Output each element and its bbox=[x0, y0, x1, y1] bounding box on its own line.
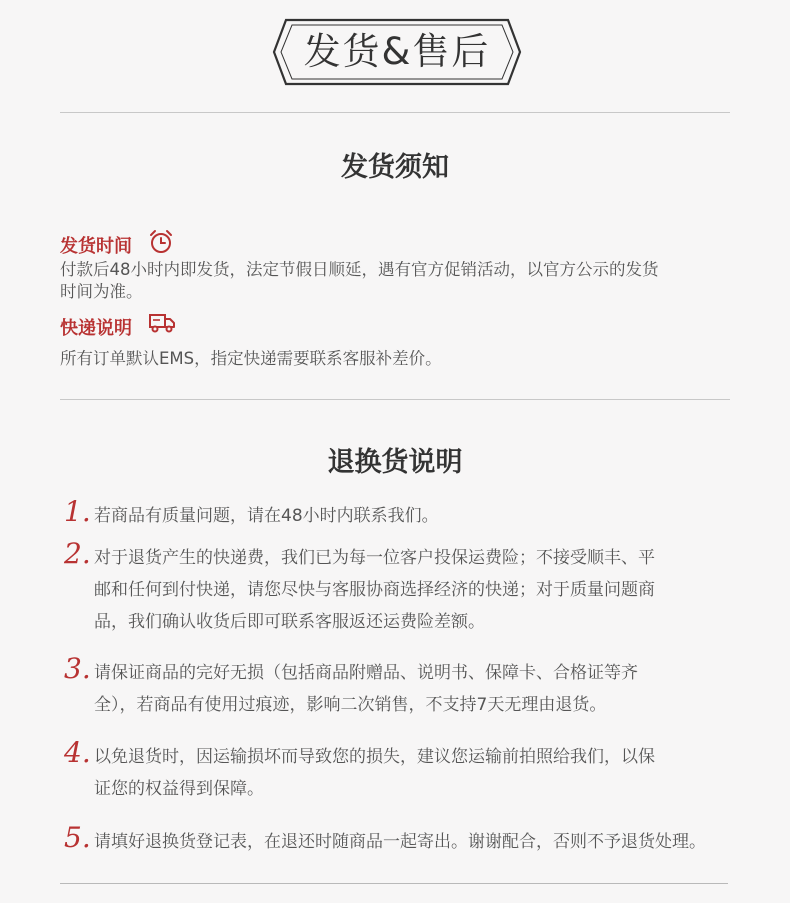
divider bbox=[60, 112, 730, 113]
list-item-text: 品，我们确认收货后即可联系客服返还运费险差额。 bbox=[94, 612, 485, 632]
express-text: 所有订单默认EMS，指定快递需要联系客服补差价。 bbox=[60, 349, 442, 368]
list-item-text: 证您的权益得到保障。 bbox=[94, 779, 264, 799]
list-item-number: 5. bbox=[64, 821, 91, 854]
express-label: 快递说明 bbox=[60, 318, 132, 339]
list-item-text: 若商品有质量问题，请在48小时内联系我们。 bbox=[94, 506, 439, 526]
list-item-number: 2. bbox=[64, 537, 91, 570]
divider bbox=[60, 883, 728, 884]
list-item-text: 对于退货产生的快递费，我们已为每一位客户投保运费险；不接受顺丰、平 bbox=[94, 548, 655, 568]
shipping-time-text-line1: 付款后48小时内即发货，法定节假日顺延，遇有官方促销活动，以官方公示的发货 bbox=[60, 260, 659, 279]
page-title: 发货&售后 bbox=[303, 30, 491, 73]
delivery-truck-icon bbox=[148, 311, 176, 335]
shipping-time-text-line2: 时间为准。 bbox=[60, 282, 143, 301]
divider bbox=[60, 399, 730, 400]
list-item-text: 全），若商品有使用过痕迹，影响二次销售，不支持7天无理由退货。 bbox=[94, 695, 607, 715]
shipping-section-title: 发货须知 bbox=[341, 152, 449, 183]
list-item-number: 4. bbox=[64, 736, 91, 769]
list-item-number: 1. bbox=[64, 495, 91, 528]
list-item-text: 以免退货时，因运输损坏而导致您的损失，建议您运输前拍照给我们，以保 bbox=[94, 747, 655, 767]
list-item-text: 请填好退换货登记表，在退还时随商品一起寄出。谢谢配合，否则不予退货处理。 bbox=[94, 832, 706, 852]
shipping-time-label: 发货时间 bbox=[60, 236, 132, 257]
list-item-text: 请保证商品的完好无损（包括商品附赠品、说明书、保障卡、合格证等齐 bbox=[94, 663, 638, 683]
header-badge bbox=[272, 18, 522, 86]
list-item-number: 3. bbox=[64, 652, 91, 685]
list-item-text: 邮和任何到付快递，请您尽快与客服协商选择经济的快递；对于质量问题商 bbox=[94, 580, 655, 600]
returns-section-title: 退换货说明 bbox=[327, 447, 463, 478]
alarm-clock-icon bbox=[148, 229, 174, 255]
